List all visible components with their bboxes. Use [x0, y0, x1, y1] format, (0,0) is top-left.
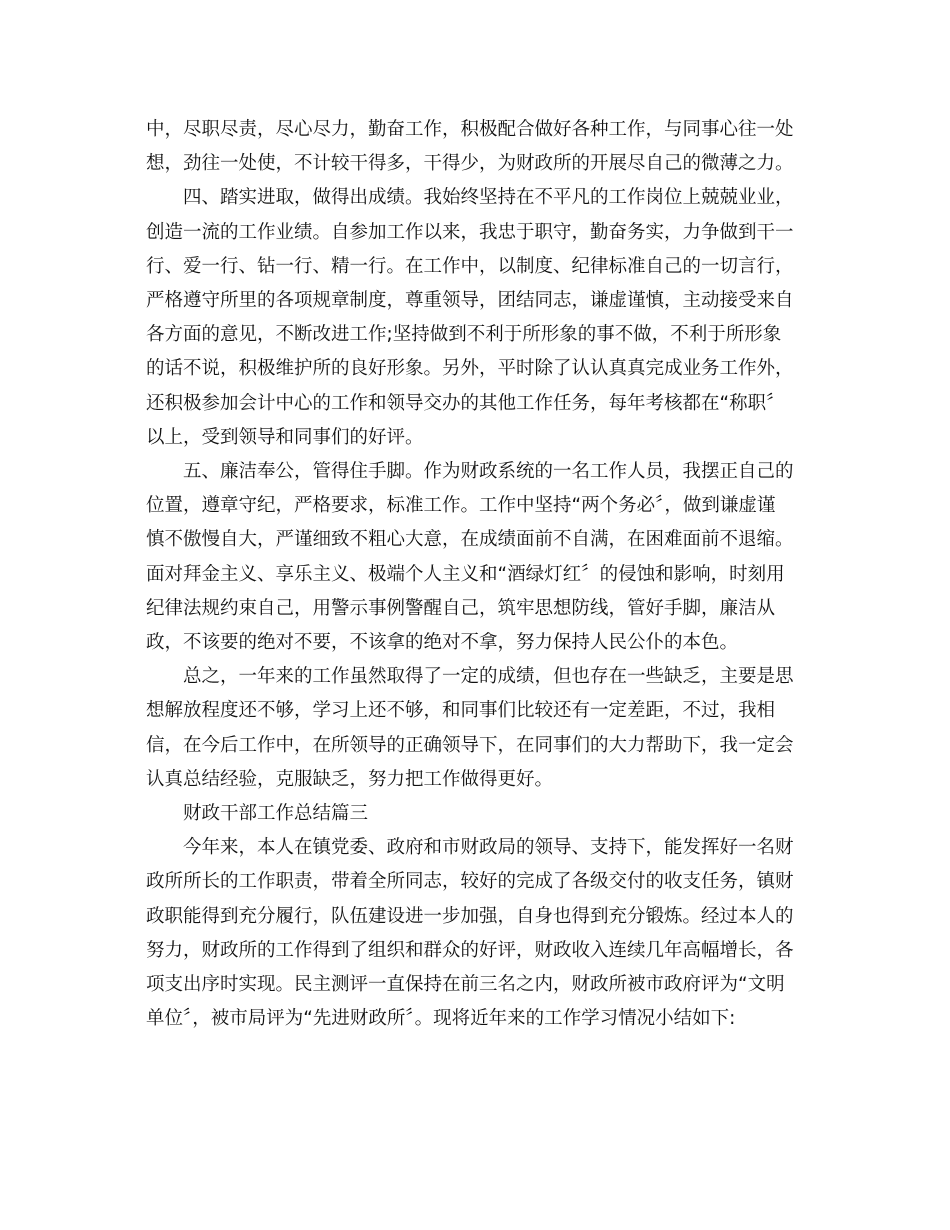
text-line: 想，劲往一处使，不计较干得多，干得少，为财政所的开展尽自己的微薄之力。: [146, 153, 794, 175]
text-line: 中，尽职尽责，尽心尽力，勤奋工作，积极配合做好各种工作，与同事心往一处: [146, 119, 794, 140]
paragraph-summary: [146, 660, 806, 797]
text-line: 慎不傲慢自大，严谨细致不粗心大意，在成绩面前不自满，在困难面前不退缩。: [146, 529, 794, 551]
text-line: 认真总结经验，克服缺乏，努力把工作做得更好。: [146, 768, 554, 790]
text-line: 面对拜金主义、享乐主义、极端个人主义和“酒绿灯红〞的侵蚀和影响，时刻用: [146, 563, 785, 585]
text-line: 还积极参加会计中心的工作和领导交办的其他工作任务，每年考核都在“称职〞: [146, 392, 785, 414]
text-line: 创造一流的工作业绩。自参加工作以来，我忠于职守，勤奋务实，力争做到干一: [146, 221, 794, 243]
text-line: 总之，一年来的工作虽然取得了一定的成绩，但也存在一些缺乏，主要是思: [183, 666, 794, 688]
text-line: 行、爱一行、钻一行、精一行。在工作中，以制度、纪律标准自己的一切言行，: [146, 255, 794, 277]
text-line: 今年来，本人在镇党委、政府和市财政局的领导、支持下，能发挥好一名财: [183, 837, 794, 859]
document-body: [146, 113, 806, 1036]
text-line: 政职能得到充分履行，队伍建设进一步加强，自身也得到充分锻炼。经过本人的: [146, 905, 794, 927]
text-line: 单位〞，被市局评为“先进财政所〞。现将近年来的工作学习情况小结如下:: [146, 1008, 736, 1030]
paragraph-continuation: [146, 113, 806, 181]
text-line: 各方面的意见，不断改进工作;坚持做到不利于所形象的事不做，不利于所形象: [146, 324, 782, 346]
paragraph-five: [146, 455, 806, 660]
text-line: 信，在今后工作中，在所领导的正确领导下，在同事们的大力帮助下，我一定会: [146, 734, 794, 756]
text-line: 四、踏实进取，做得出成绩。我始终坚持在不平凡的工作岗位上兢兢业业，: [183, 187, 794, 209]
section-heading: 财政干部工作总结篇三: [183, 803, 369, 825]
text-line: 想解放程度还不够，学习上还不够，和同事们比较还有一定差距，不过，我相: [146, 700, 776, 722]
text-line: 项支出序时实现。民主测评一直保持在前三名之内，财政所被市政府评为“文明: [146, 974, 785, 996]
paragraph-four: [146, 181, 806, 455]
text-line: 努力，财政所的工作得到了组织和群众的好评，财政收入连续几年高幅增长，各: [146, 939, 794, 961]
text-line: 以上，受到领导和同事们的好评。: [146, 426, 424, 448]
text-line: 政，不该要的绝对不要，不该拿的绝对不拿，努力保持人民公仆的本色。: [146, 632, 739, 654]
text-line: 严格遵守所里的各项规章制度，尊重领导，团结同志，谦虚谨慎，主动接受来自: [146, 290, 794, 312]
text-line: 政所所长的工作职责，带着全所同志，较好的完成了各级交付的收支任务，镇财: [146, 871, 794, 893]
text-line: 位置，遵章守纪，严格要求，标准工作。工作中坚持“两个务必〞，做到谦虚谨: [146, 495, 776, 517]
text-line: 的话不说，积极维护所的良好形象。另外，平时除了认认真真完成业务工作外，: [146, 358, 794, 380]
paragraph-final: [146, 831, 806, 1036]
text-line: 五、廉洁奉公，管得住手脚。作为财政系统的一名工作人员，我摆正自己的: [183, 461, 794, 483]
text-line: 纪律法规约束自己，用警示事例警醒自己，筑牢思想防线，管好手脚，廉洁从: [146, 597, 776, 619]
